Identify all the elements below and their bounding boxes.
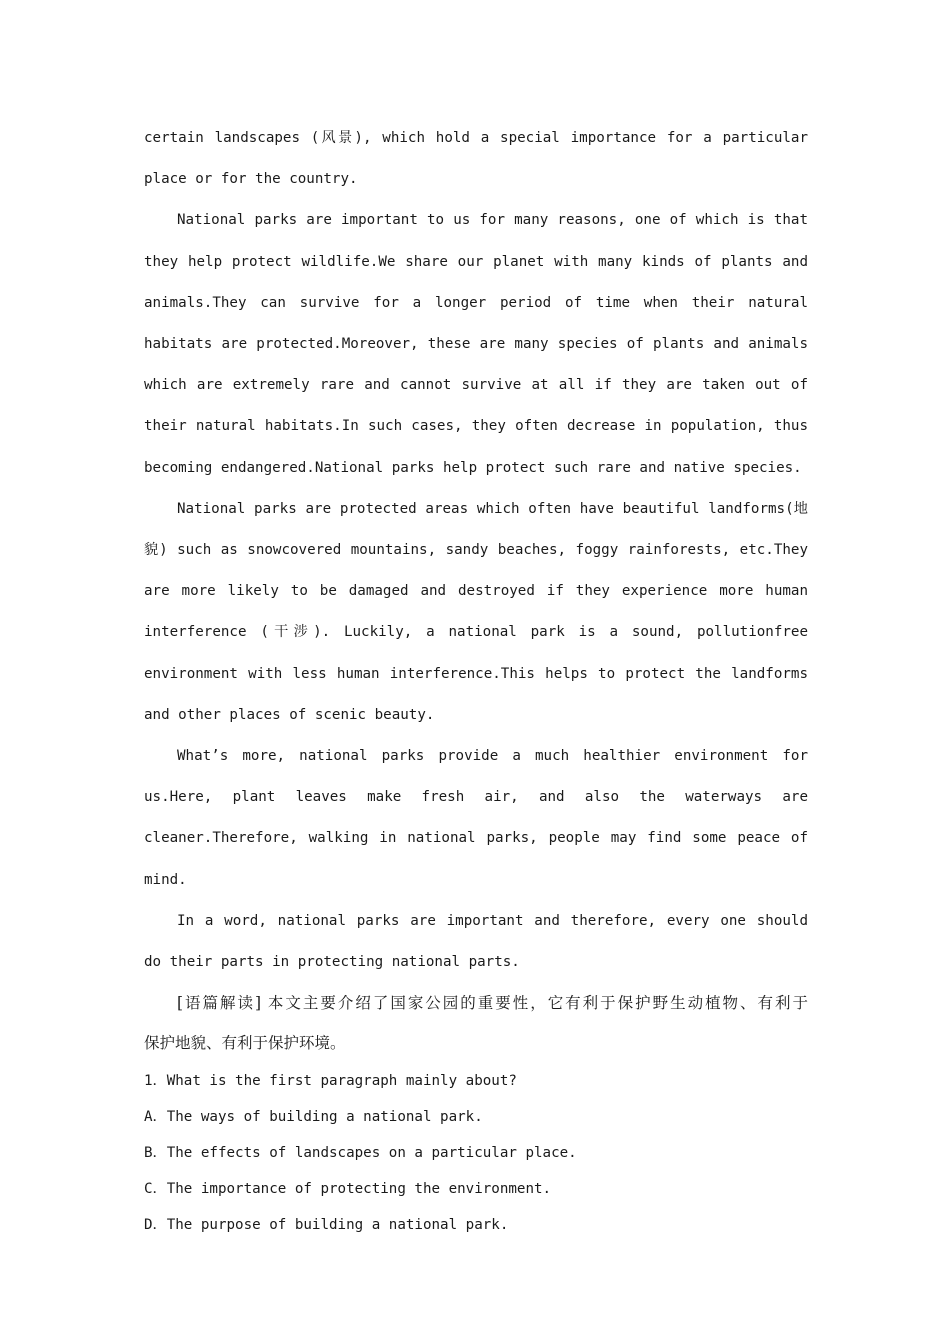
text-line: place or for the country. — [144, 171, 358, 188]
paragraph-1 — [144, 118, 808, 200]
text-line: they help protect wildlife.We share our planet with many kinds of plants and — [144, 253, 808, 270]
option-b: B．The effects of landscapes on a particular place. — [144, 1145, 577, 1162]
option-d: D．The purpose of building a national park. — [144, 1217, 509, 1234]
paragraph-5 — [144, 901, 808, 983]
document-page — [144, 118, 808, 1243]
text-line: cleaner.Therefore, walking in national parks, people may find some peace of — [144, 830, 808, 847]
text-line: interference (干涉). Luckily, a national park is a sound, pollutionfree — [144, 624, 808, 641]
paragraph-4 — [144, 736, 808, 901]
text-line: habitats are protected.Moreover, these are many species of plants and animals — [144, 336, 808, 353]
analysis-line: [语篇解读] 本文主要介绍了国家公园的重要性，它有利于保护野生动植物、有利于 — [177, 994, 808, 1013]
text-line: us.Here, plant leaves make fresh air, and also the waterways are — [144, 789, 808, 806]
text-line: 貌) such as snowcovered mountains, sandy beaches, foggy rainforests, etc.They — [144, 542, 808, 559]
text-line: becoming endangered.National parks help protect such rare and native species. — [144, 459, 802, 476]
question-stem: 1．What is the first paragraph mainly about? — [144, 1073, 517, 1090]
option-c: C．The importance of protecting the environment. — [144, 1181, 552, 1198]
text-line: do their parts in protecting national parts. — [144, 954, 520, 971]
text-line: their natural habitats.In such cases, they often decrease in population, thus — [144, 418, 808, 435]
paragraph-3 — [144, 489, 808, 736]
text-line: In a word, national parks are important and therefore, every one should — [177, 912, 808, 929]
passage-analysis — [144, 983, 808, 1063]
option-a: A．The ways of building a national park. — [144, 1109, 483, 1126]
text-line: are more likely to be damaged and destroyed if they experience more human — [144, 583, 808, 600]
text-line: What’s more, national parks provide a much healthier environment for — [177, 748, 808, 765]
text-line: National parks are important to us for many reasons, one of which is that — [177, 212, 808, 229]
text-line: mind. — [144, 871, 187, 888]
text-line: National parks are protected areas which often have beautiful landforms(地 — [177, 500, 808, 517]
text-line: animals.They can survive for a longer period of time when their natural — [144, 294, 808, 311]
paragraph-2 — [144, 200, 808, 488]
text-line: which are extremely rare and cannot survive at all if they are taken out of — [144, 377, 808, 394]
question-1 — [144, 1063, 808, 1243]
text-line: environment with less human interference.This helps to protect the landforms — [144, 665, 808, 682]
text-line: and other places of scenic beauty. — [144, 706, 435, 723]
analysis-line: 保护地貌、有利于保护环境。 — [144, 1034, 346, 1053]
text-line: certain landscapes (风景), which hold a special importance for a particular — [144, 130, 808, 146]
